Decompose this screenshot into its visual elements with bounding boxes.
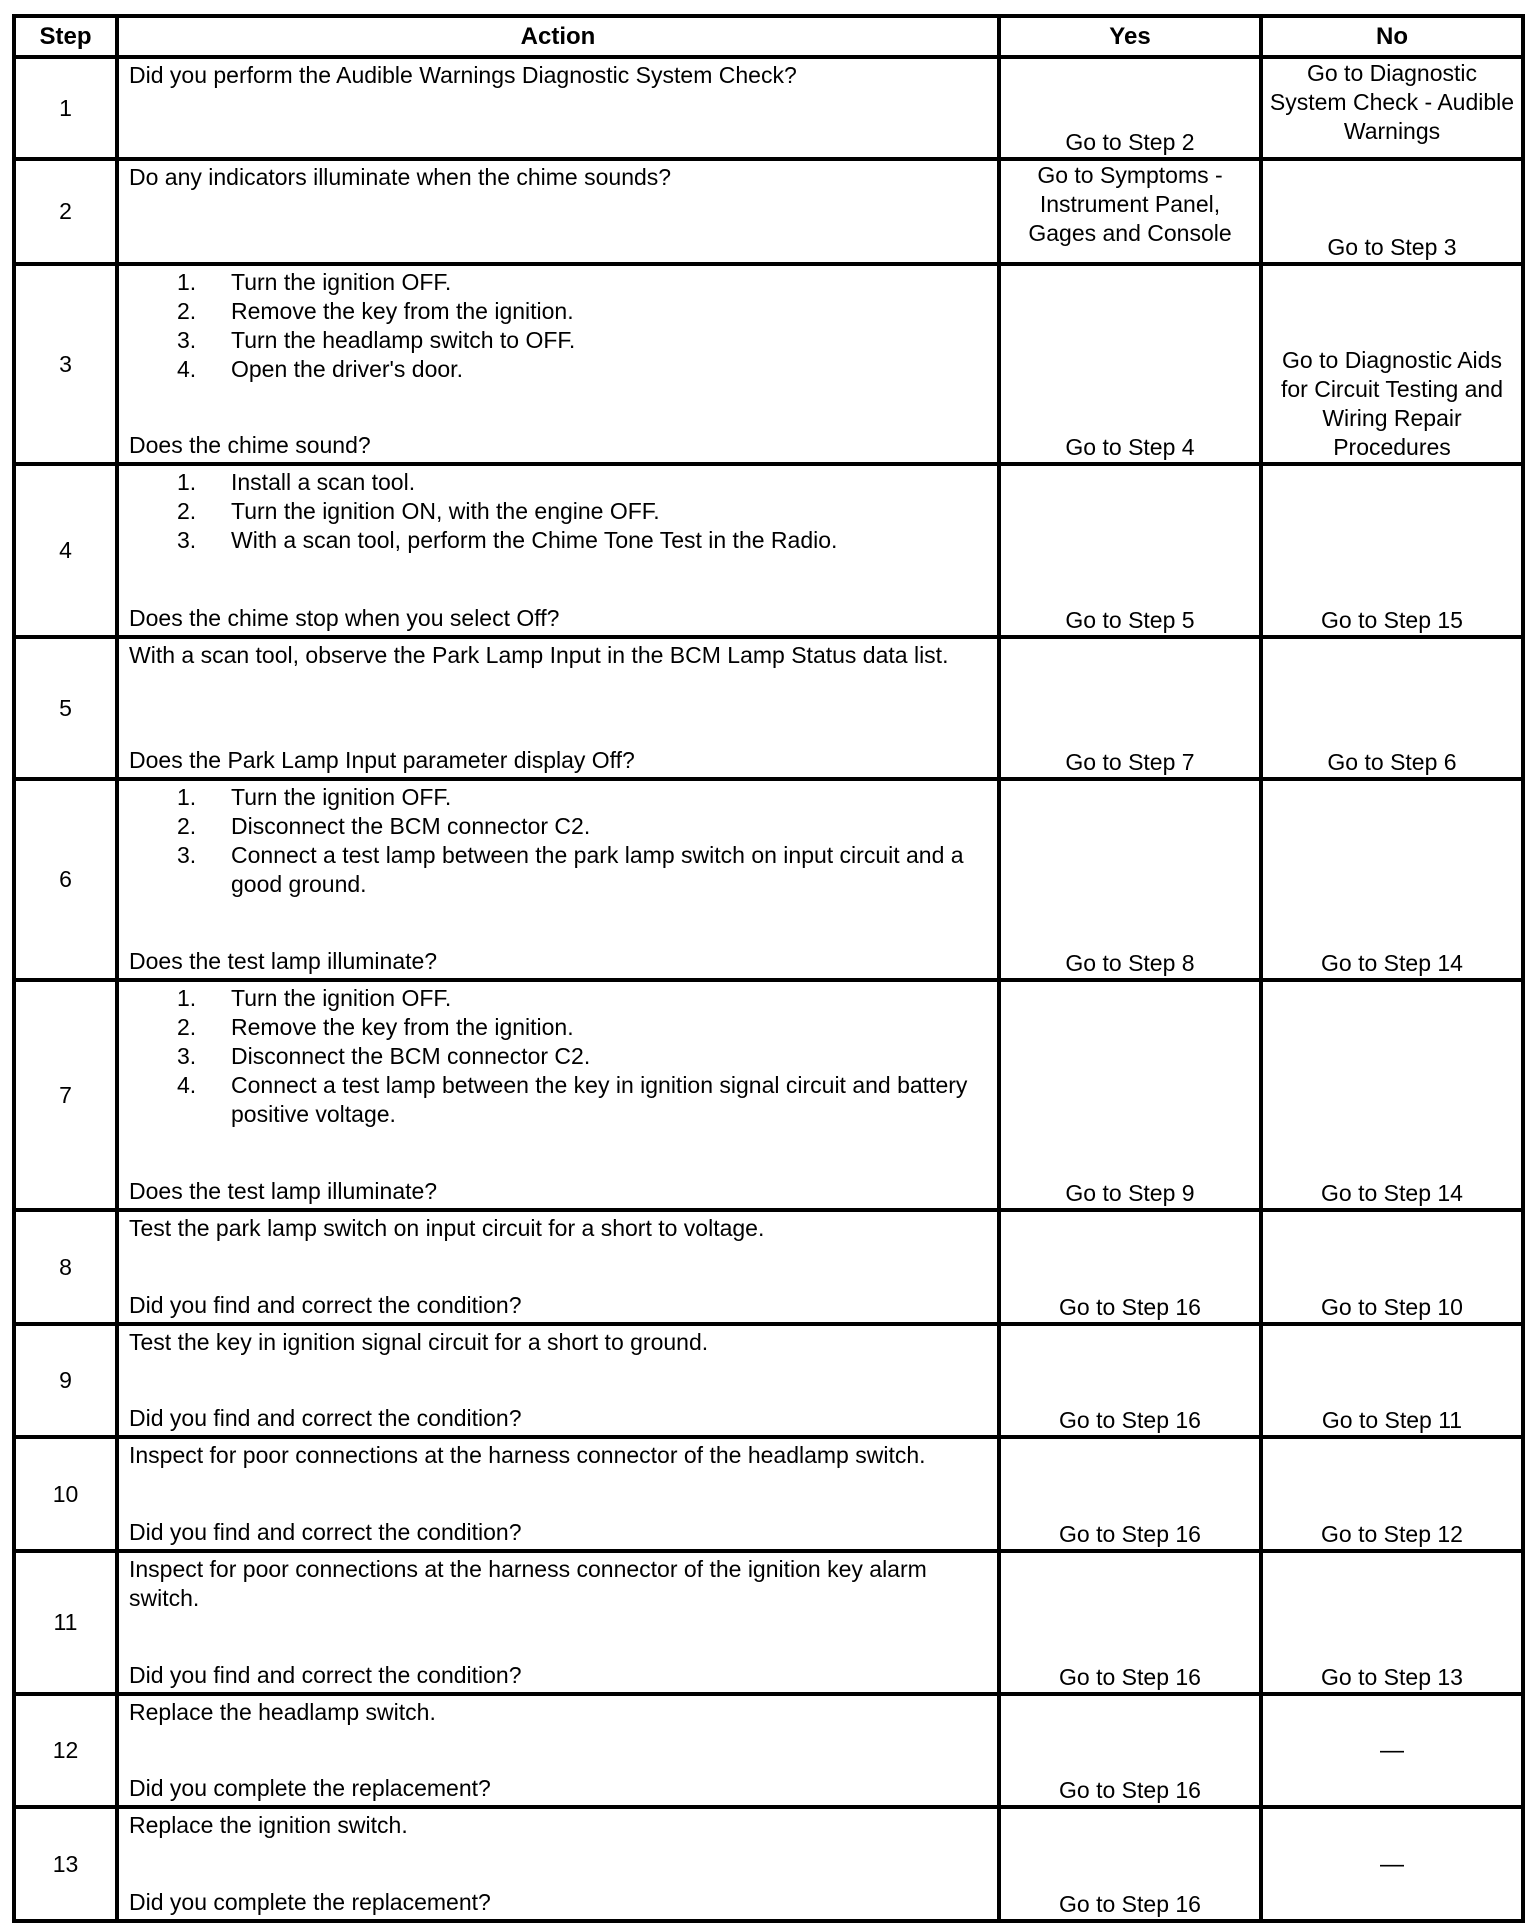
table-row [14, 264, 1523, 464]
action-text: Replace the ignition switch. [129, 1812, 408, 1838]
step-number: 10 [14, 1437, 117, 1551]
action-cell [117, 264, 999, 464]
step-number: 8 [14, 1210, 117, 1324]
table-row [14, 57, 1523, 159]
action-cell [117, 1694, 999, 1807]
list-item: 3. Connect a test lamp between the park lamp switch on input circuit and a good ground. [177, 842, 964, 897]
action-steps [129, 468, 987, 555]
yes-cell: Go to Step 16 [999, 1807, 1261, 1921]
step-number: 4 [14, 464, 117, 637]
list-item: 1. Turn the ignition OFF. [177, 784, 452, 810]
action-question: Did you complete the replacement? [129, 1775, 491, 1801]
action-text: Test the key in ignition signal circuit for a short to ground. [129, 1329, 709, 1355]
list-item: 2. Remove the key from the ignition. [177, 298, 574, 324]
list-item: 2. Disconnect the BCM connector C2. [177, 813, 591, 839]
no-cell: Go to Step 6 [1261, 637, 1523, 779]
table-row [14, 464, 1523, 637]
yes-cell: Go to Step 16 [999, 1210, 1261, 1324]
table-row [14, 637, 1523, 779]
step-number: 1 [14, 57, 117, 159]
no-cell: Go to Diagnostic Aids for Circuit Testing and Wiring Repair Procedures [1261, 264, 1523, 464]
diagnostic-table [12, 14, 1525, 1923]
table-row [14, 980, 1523, 1210]
step-number: 3 [14, 264, 117, 464]
action-text: Inspect for poor connections at the harness connector of the ignition key alarm switch. [129, 1556, 927, 1611]
action-question: Did you find and correct the condition? [129, 1662, 522, 1688]
action-cell [117, 1437, 999, 1551]
step-number: 13 [14, 1807, 117, 1921]
yes-cell: Go to Step 8 [999, 779, 1261, 980]
list-item: 4. Open the driver's door. [177, 356, 463, 382]
action-steps [129, 984, 987, 1129]
list-item: 1. Turn the ignition OFF. [177, 269, 452, 295]
step-number: 7 [14, 980, 117, 1210]
yes-cell: Go to Step 16 [999, 1551, 1261, 1694]
header-yes: Yes [999, 16, 1261, 57]
yes-cell: Go to Step 5 [999, 464, 1261, 637]
step-number: 6 [14, 779, 117, 980]
action-text: Replace the headlamp switch. [129, 1699, 436, 1725]
no-cell: Go to Step 11 [1261, 1324, 1523, 1437]
no-cell: Go to Step 10 [1261, 1210, 1523, 1324]
action-text: Inspect for poor connections at the harness connector of the headlamp switch. [129, 1442, 926, 1468]
table-row [14, 779, 1523, 980]
header-step: Step [14, 16, 117, 57]
step-number: 12 [14, 1694, 117, 1807]
step-number: 5 [14, 637, 117, 779]
no-cell: Go to Step 12 [1261, 1437, 1523, 1551]
list-item: 1. Turn the ignition OFF. [177, 985, 452, 1011]
table-row [14, 159, 1523, 264]
no-cell: — [1261, 1694, 1523, 1807]
list-item: 3. Disconnect the BCM connector C2. [177, 1043, 591, 1069]
action-cell [117, 1324, 999, 1437]
table-row [14, 1324, 1523, 1437]
table-row [14, 1807, 1523, 1921]
yes-cell: Go to Step 2 [999, 57, 1261, 159]
list-item: 1. Install a scan tool. [177, 469, 416, 495]
yes-cell: Go to Step 9 [999, 980, 1261, 1210]
header-no: No [1261, 16, 1523, 57]
step-number: 11 [14, 1551, 117, 1694]
no-cell: Go to Step 15 [1261, 464, 1523, 637]
step-number: 9 [14, 1324, 117, 1437]
action-cell [117, 779, 999, 980]
action-cell [117, 464, 999, 637]
action-cell [117, 980, 999, 1210]
action-cell [117, 1807, 999, 1921]
no-cell: — [1261, 1807, 1523, 1921]
action-steps [129, 268, 987, 384]
action-cell [117, 159, 999, 264]
header-action: Action [117, 16, 999, 57]
table-row [14, 1694, 1523, 1807]
list-item: 2. Turn the ignition ON, with the engine OFF. [177, 498, 660, 524]
yes-cell: Go to Step 16 [999, 1324, 1261, 1437]
action-text: Did you perform the Audible Warnings Diagnostic System Check? [129, 62, 797, 88]
action-cell [117, 637, 999, 779]
yes-cell: Go to Symptoms - Instrument Panel, Gages and Console [999, 159, 1261, 264]
step-number: 2 [14, 159, 117, 264]
no-cell: Go to Step 14 [1261, 779, 1523, 980]
action-question: Did you find and correct the condition? [129, 1519, 522, 1545]
action-question: Did you find and correct the condition? [129, 1405, 522, 1431]
yes-cell: Go to Step 16 [999, 1694, 1261, 1807]
table-row [14, 1437, 1523, 1551]
yes-cell: Go to Step 7 [999, 637, 1261, 779]
no-cell: Go to Diagnostic System Check - Audible Warnings [1261, 57, 1523, 159]
action-question: Did you complete the replacement? [129, 1889, 491, 1915]
no-cell: Go to Step 3 [1261, 159, 1523, 264]
action-question: Does the test lamp illuminate? [129, 1178, 438, 1204]
table-row [14, 1210, 1523, 1324]
action-cell [117, 1210, 999, 1324]
list-item: 4. Connect a test lamp between the key in ignition signal circuit and battery positive voltage. [177, 1072, 968, 1127]
no-cell: Go to Step 14 [1261, 980, 1523, 1210]
action-text: Do any indicators illuminate when the chime sounds? [129, 164, 672, 190]
list-item: 3. With a scan tool, perform the Chime Tone Test in the Radio. [177, 527, 838, 553]
action-question: Does the Park Lamp Input parameter display Off? [129, 747, 635, 773]
header-row [14, 16, 1523, 57]
table-row [14, 1551, 1523, 1694]
list-item: 3. Turn the headlamp switch to OFF. [177, 327, 576, 353]
yes-cell: Go to Step 4 [999, 264, 1261, 464]
no-cell: Go to Step 13 [1261, 1551, 1523, 1694]
yes-cell: Go to Step 16 [999, 1437, 1261, 1551]
action-question: Does the chime sound? [129, 432, 371, 458]
action-question: Does the chime stop when you select Off? [129, 605, 560, 631]
action-text: With a scan tool, observe the Park Lamp Input in the BCM Lamp Status data list. [129, 642, 949, 668]
action-question: Did you find and correct the condition? [129, 1292, 522, 1318]
action-steps [129, 783, 987, 899]
action-cell [117, 57, 999, 159]
action-question: Does the test lamp illuminate? [129, 948, 438, 974]
action-text: Test the park lamp switch on input circuit for a short to voltage. [129, 1215, 765, 1241]
action-cell [117, 1551, 999, 1694]
list-item: 2. Remove the key from the ignition. [177, 1014, 574, 1040]
